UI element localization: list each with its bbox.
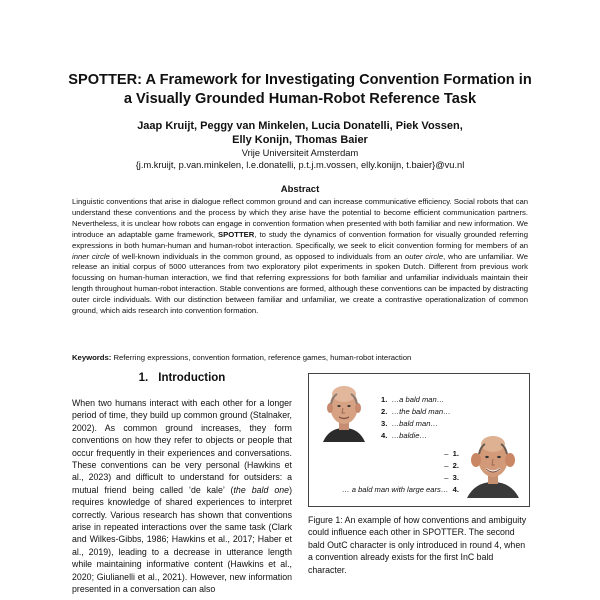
paper-title: [40, 71, 560, 109]
outer-ref-2: [342, 460, 459, 472]
figure-1: [308, 373, 530, 507]
outer-ref-3: [342, 472, 459, 484]
abstract-inner-circle: inner circle: [72, 251, 110, 261]
title-line-2: a Visually Grounded Human-Robot Reference Task: [123, 91, 477, 107]
introduction-body: [72, 397, 292, 596]
inner-ref-3: [381, 418, 451, 430]
inner-ref-4: [381, 430, 451, 442]
inner-ref-1-text: …a bald man…: [391, 395, 445, 404]
outer-ref-2-number: 2.: [452, 461, 459, 470]
inner-ref-4-text: …baldie…: [391, 431, 428, 440]
outer-ref-4-number: 4.: [452, 485, 459, 494]
outer-circle-face-image: [465, 430, 521, 498]
outer-circle-references: [342, 448, 459, 496]
inner-ref-1: [381, 394, 451, 406]
outer-ref-3-text: –: [444, 473, 449, 482]
author-list: [40, 120, 560, 147]
intro-part-a: When two humans interact with each other for a longer period of time, they build up common ground (Stalnaker, 2002). As common ground increases, they form conventions on how they refer to objects or people that occur frequently in their experiences and conversations. These conventions can be very personal (Hawkins et al., 2023) and difficult to understand for outsiders: a mutual friend being called ‘de kale’ (: [72, 398, 292, 495]
keywords-text: Referring expressions, convention formation, reference games, human-robot interaction: [113, 353, 412, 362]
inner-circle-face-image: [321, 382, 367, 442]
inner-ref-2: [381, 406, 451, 418]
abstract-text: [72, 197, 528, 317]
outer-ref-1-number: 1.: [452, 449, 459, 458]
inner-ref-3-text: …bald man…: [391, 419, 439, 428]
inner-ref-2-text: …the bald man…: [391, 407, 451, 416]
intro-italic: the bald one: [233, 484, 290, 495]
intro-part-b: ) requires knowledge of shared experiences to interpret correctly. Various research has shown that conventions arise in repeated interactions over the same task (Clark and Wilkes-Gibbs, 1986; Hawkins et al., 2017; Haber et al., 2019), leading to a decrease in utterance length while maintaining informative content (Hawkins et al., 2020; Giulianelli et al., 2021). However, new information presented in a conversation can also: [72, 484, 293, 595]
abstract-part-4: , who are unfamiliar. We release an initial corpus of 5000 utterances from two exploratory pilot experiments in spoken Dutch. Different from previous work focussing on human-human interaction, we find that referring expressions for both familiar and unfamiliar individuals maintain their length throughout human-robot interaction. Stable conventions are formed, although these conventions can be impacted by distracting outer circle individuals. With our distinction between familiar and unfamiliar, we create a contrastive operationalization of common ground, which aids research into convention formation.: [72, 251, 528, 316]
authors-line-2: Elly Konijn, Thomas Baier: [232, 133, 368, 146]
outer-ref-1: [342, 448, 459, 460]
affiliation-block: [40, 147, 560, 171]
affiliation: Vrije Universiteit Amsterdam: [241, 148, 359, 158]
inner-ref-1-number: 1.: [381, 395, 388, 404]
abstract-part-1: Linguistic conventions that arise in dialogue reflect common ground and can increase communicative efficiency. Social robots that can understand these conventions and the process by which they arise have the potential to become efficient communication partners. Nevertheless, it is unclear how robots can engage in convention formation when presented with both familiar and new information. We introduce an adaptable game framework,: [72, 197, 528, 239]
inner-ref-2-number: 2.: [381, 407, 388, 416]
inner-ref-4-number: 4.: [381, 431, 388, 440]
inner-circle-references: [381, 394, 451, 442]
author-emails: {j.m.kruijt, p.van.minkelen, l.e.donatelli, p.t.j.m.vossen, elly.konijn, t.baier}@vu.nl: [135, 160, 465, 170]
abstract-part-3: of well-known individuals in the common ground, as opposed to individuals from an: [109, 251, 405, 261]
figure-caption: Figure 1: An example of how conventions and ambiguity could influence each other in SPOTTER. The second bald OutC character is only introduced in round 4, when a convention already exists for the first InC bald character.: [308, 515, 527, 575]
outer-ref-4: [342, 484, 459, 496]
outer-ref-3-number: 3.: [452, 473, 459, 482]
outer-ref-4-text: … a bald man with large ears…: [342, 485, 449, 494]
abstract-framework-name: SPOTTER: [218, 229, 255, 239]
outer-ref-2-text: –: [444, 461, 449, 470]
title-line-1: SPOTTER: A Framework for Investigating Convention Formation in: [68, 72, 532, 88]
section-heading: [72, 372, 292, 384]
section-title: Introduction: [158, 372, 226, 384]
inner-ref-3-number: 3.: [381, 419, 388, 428]
keywords: [72, 353, 528, 363]
outer-ref-1-text: –: [444, 449, 449, 458]
abstract-heading: Abstract: [280, 184, 320, 195]
keywords-label: Keywords:: [72, 353, 112, 362]
abstract-part-2: , to study the dynamics of convention formation for visually grounded referring expressions in both human-human and human-robot interaction. Specifically, we seek to elicit convention forming for members of an: [72, 229, 528, 250]
section-number: 1.: [138, 372, 149, 384]
authors-line-1: Jaap Kruijt, Peggy van Minkelen, Lucia Donatelli, Piek Vossen,: [137, 120, 463, 132]
abstract-outer-circle: outer circle: [404, 251, 444, 261]
